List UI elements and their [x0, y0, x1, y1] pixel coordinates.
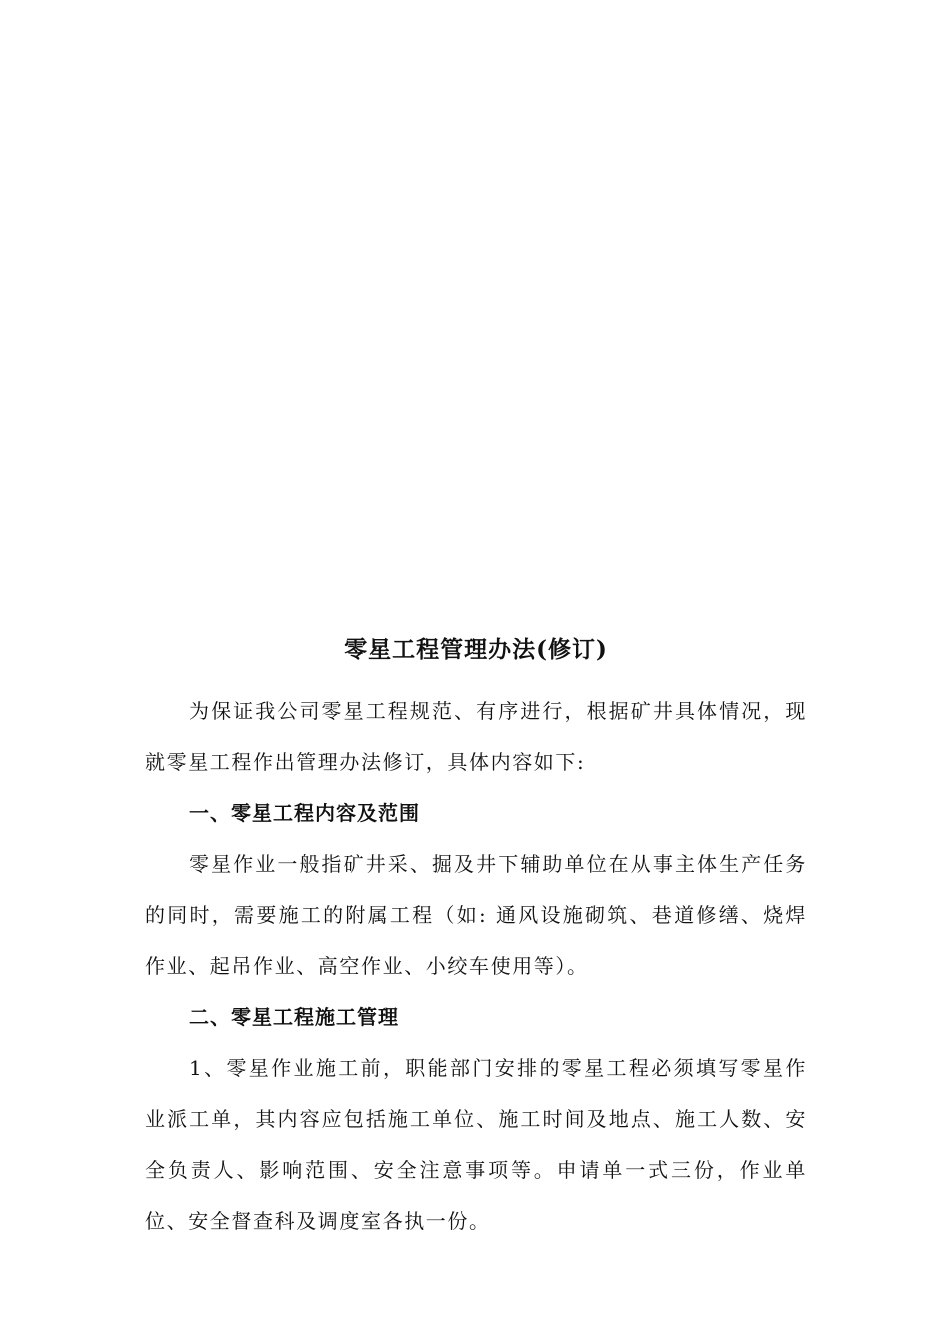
scope-paragraph: 零星作业一般指矿井采、掘及井下辅助单位在从事主体生产任务的同时，需要施工的附属工程（如: 通风设施砌筑、巷道修缮、烧焊作业、起吊作业、高空作业、小绞车使用等）。	[145, 852, 807, 978]
document-body	[145, 630, 807, 1247]
intro-paragraph: 为保证我公司零星工程规范、有序进行，根据矿井具体情况，现就零星工程作出管理办法修订，具体内容如下:	[145, 699, 807, 774]
section-construction-management	[145, 992, 807, 1247]
document-title: 零星工程管理办法(修订)	[344, 636, 608, 663]
section-scope	[145, 788, 807, 992]
construction-management-paragraph-1: 1、零星作业施工前，职能部门安排的零星工程必须填写零星作业派工单，其内容应包括施工单位、施工时间及地点、施工人数、安全负责人、影响范围、安全注意事项等。申请单一式三份，作业单位、安全督查科及调度室各执一份。	[145, 1056, 807, 1233]
section-heading-scope: 一、零星工程内容及范围	[189, 801, 420, 825]
section-heading-construction-management: 二、零星工程施工管理	[189, 1005, 399, 1029]
